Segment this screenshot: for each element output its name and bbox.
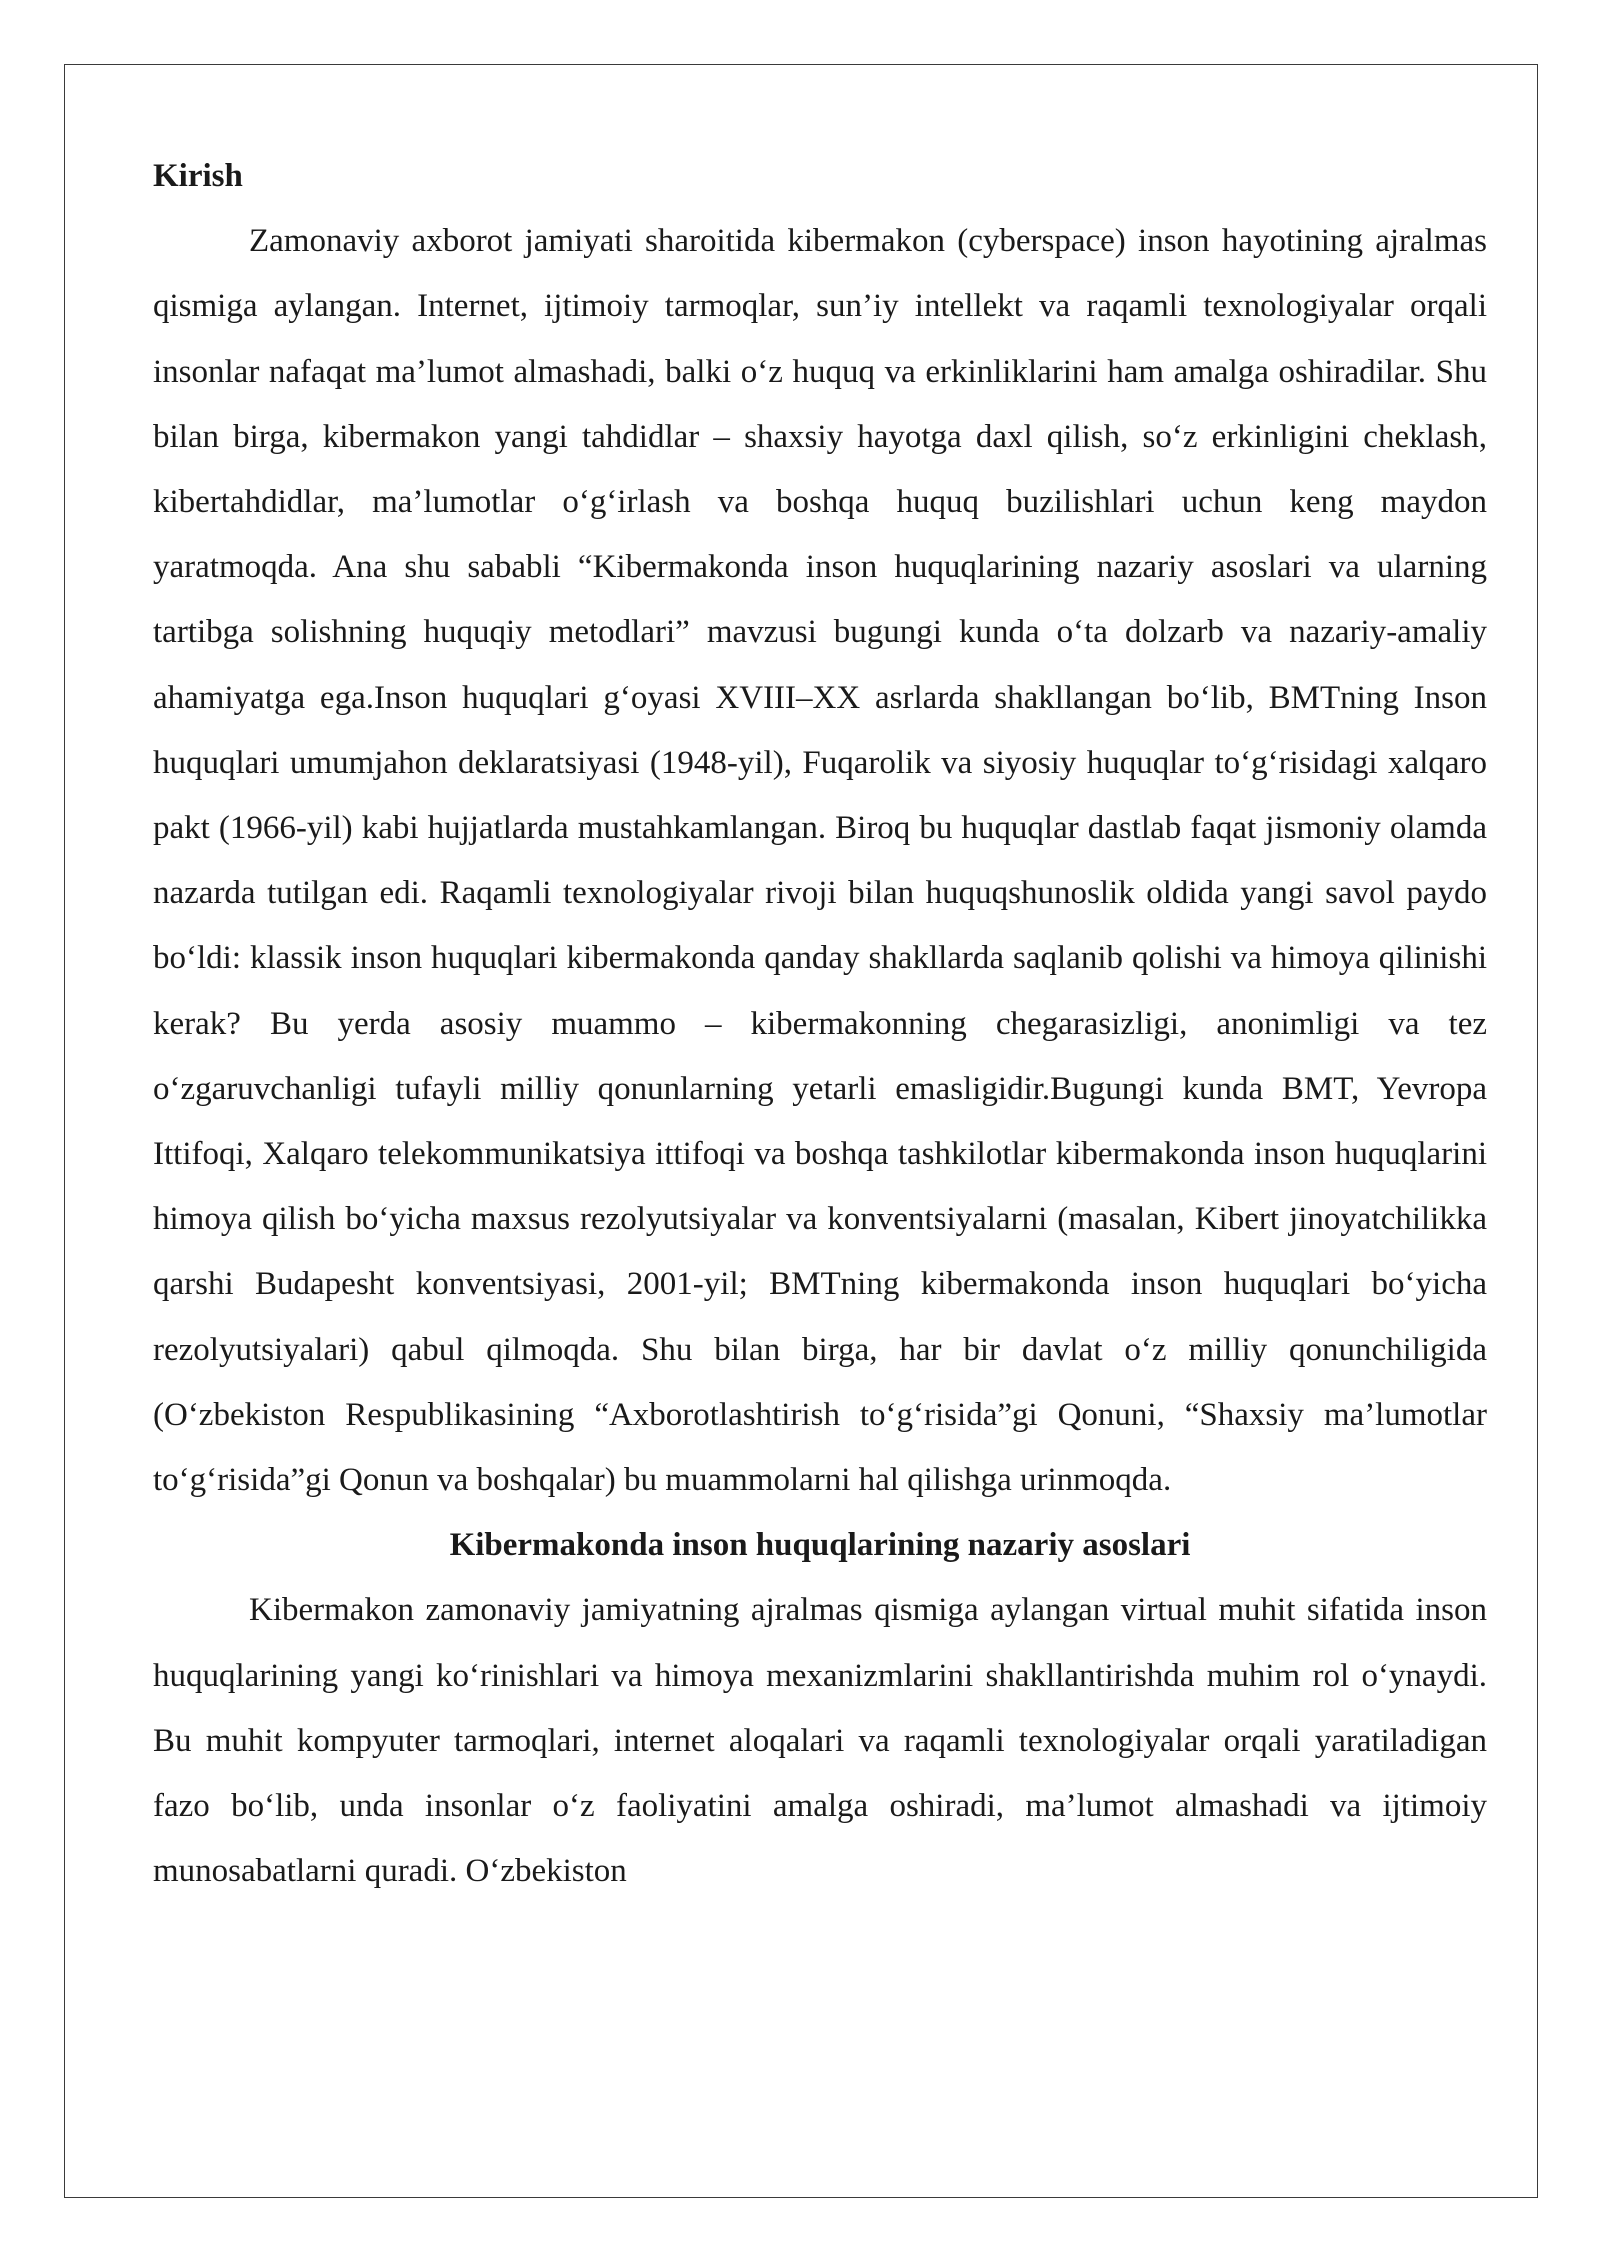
section-heading: Kibermakonda inson huquqlarining nazariy asoslari <box>449 1527 1191 1564</box>
section-paragraph: Kibermakon zamonaviy jamiyatning ajralmas qismiga aylangan virtual muhit sifatida inson huquqlarining yangi ko‘rinishlari va himoya mexanizmlarini shakllantirishda muhim rol o‘ynaydi. Bu muhit kompyuter tarmoqlari, internet aloqalari va raqamli texnologiyalar orqali yaratiladigan fazo bo‘lib, unda insonlar o‘z faoliyatini amalga oshiradi, ma’lumot almashadi va ijtimoiy munosabatlarni quradi. O‘zbekiston <box>153 1592 1487 1890</box>
document-body <box>153 144 1487 1904</box>
intro-paragraph: Zamonaviy axborot jamiyati sharoitida kibermakon (cyberspace) inson hayotining ajralmas qismiga aylangan. Internet, ijtimoiy tarmoqlar, sun’iy intellekt va raqamli texnologiyalar orqali insonlar nafaqat ma’lumot almashadi, balki o‘z huquq va erkinliklarini ham amalga oshiradilar. Shu bilan birga, kibermakon yangi tahdidlar – shaxsiy hayotga daxl qilish, so‘z erkinligini cheklash, kibertahdidlar, ma’lumotlar o‘g‘irlash va boshqa huquq buzilishlari uchun keng maydon yaratmoqda. Ana shu sababli “Kibermakonda inson huquqlarining nazariy asoslari va ularning tartibga solishning huquqiy metodlari” mavzusi bugungi kunda o‘ta dolzarb va nazariy-amaliy ahamiyatga ega.Inson huquqlari g‘oyasi XVIII–XX asrlarda shakllangan bo‘lib, BMTning Inson huquqlari umumjahon deklaratsiyasi (1948-yil), Fuqarolik va siyosiy huquqlar to‘g‘risidagi xalqaro pakt (1966-yil) kabi hujjatlarda mustahkamlangan. Biroq bu huquqlar dastlab faqat jismoniy olamda nazarda tutilgan edi. Raqamli texnologiyalar rivoji bilan huquqshunoslik oldida yangi savol paydo bo‘ldi: klassik inson huquqlari kibermakonda qanday shakllarda saqlanib qolishi va himoya qilinishi kerak? Bu yerda asosiy muammo – kibermakonning chegarasizligi, anonimligi va tez o‘zgaruvchanligi tufayli milliy qonunlarning yetarli emasligidir.Bugungi kunda BMT, Yevropa Ittifoqi, Xalqaro telekommunikatsiya ittifoqi va boshqa tashkilotlar kibermakonda inson huquqlarini himoya qilish bo‘yicha maxsus rezolyutsiyalar va konventsiyalarni (masalan, Kibert jinoyatchilikka qarshi Budapesht konventsiyasi, 2001-yil; BMTning kibermakonda inson huquqlari bo‘yicha rezolyutsiyalari) qabul qilmoqda. Shu bilan birga, har bir davlat o‘z milliy qonunchiligida (O‘zbekiston Respublikasining “Axborotlashtirish to‘g‘risida”gi Qonuni, “Shaxsiy ma’lumotlar to‘g‘risida”gi Qonun va boshqalar) bu muammolarni hal qilishga urinmoqda. <box>153 223 1487 1499</box>
intro-heading: Kirish <box>153 158 243 194</box>
